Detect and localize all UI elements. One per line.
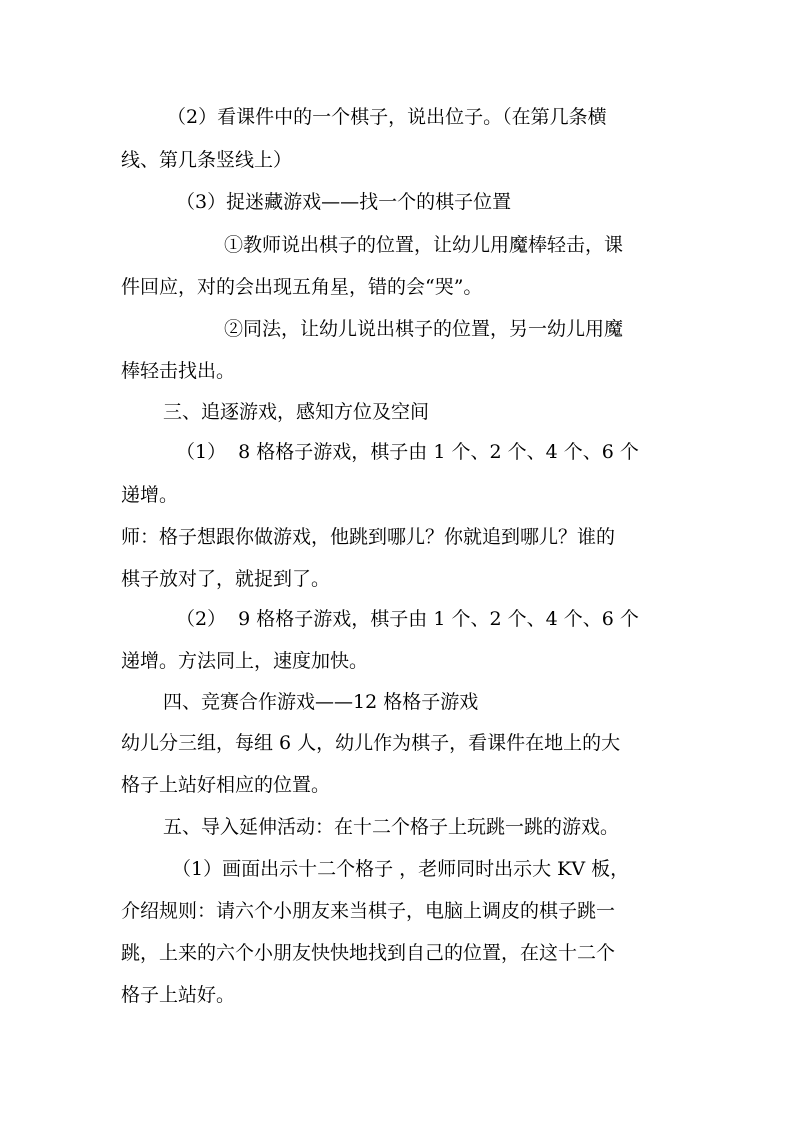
text-line: 件回应，对的会出现五角星，错的会“哭”。: [121, 276, 483, 298]
text-line: 介绍规则：请六个小朋友来当棋子，电脑上调皮的棋子跳一: [121, 900, 616, 922]
text-line: 师：格子想跟你做游戏，他跳到哪儿？你就追到哪儿？谁的: [121, 526, 616, 548]
text-line: （3）捉迷藏游戏——找一个的棋子位置: [176, 191, 512, 213]
text-line: 格子上站好。: [121, 984, 236, 1006]
text-line: 棋子放对了，就捉到了。: [121, 568, 331, 590]
text-line: 递增。: [121, 484, 179, 506]
text-line: 棒轻击找出。: [121, 360, 236, 382]
text-line: 递增。方法同上，速度加快。: [121, 650, 369, 672]
text-line: （1）画面出示十二个格子 ，老师同时出示大 KV 板，: [172, 858, 630, 880]
text-line: （2） 9 格格子游戏，棋子由 1 个、2 个、4 个、6 个: [176, 608, 639, 630]
text-line: ②同法，让幼儿说出棋子的位置，另一幼儿用魔: [224, 318, 624, 340]
text-line: 跳，上来的六个小朋友快快地找到自己的位置，在这十二个: [121, 942, 616, 964]
text-line: （1） 8 格格子游戏，棋子由 1 个、2 个、4 个、6 个: [176, 441, 639, 463]
section-heading: 三、追逐游戏，感知方位及空间: [163, 401, 430, 423]
text-line: ①教师说出棋子的位置，让幼儿用魔棒轻击，课: [224, 234, 624, 256]
text-line: 线、第几条竖线上）: [121, 149, 293, 171]
section-heading: 五、导入延伸活动：在十二个格子上玩跳一跳的游戏。: [163, 816, 620, 838]
text-line: （2）看课件中的一个棋子，说出位子。（在第几条横: [167, 106, 607, 128]
text-line: 格子上站好相应的位置。: [121, 774, 331, 796]
text-line: 幼儿分三组，每组 6 人，幼儿作为棋子，看课件在地上的大: [121, 732, 621, 754]
section-heading: 四、竞赛合作游戏——12 格格子游戏: [163, 691, 479, 713]
